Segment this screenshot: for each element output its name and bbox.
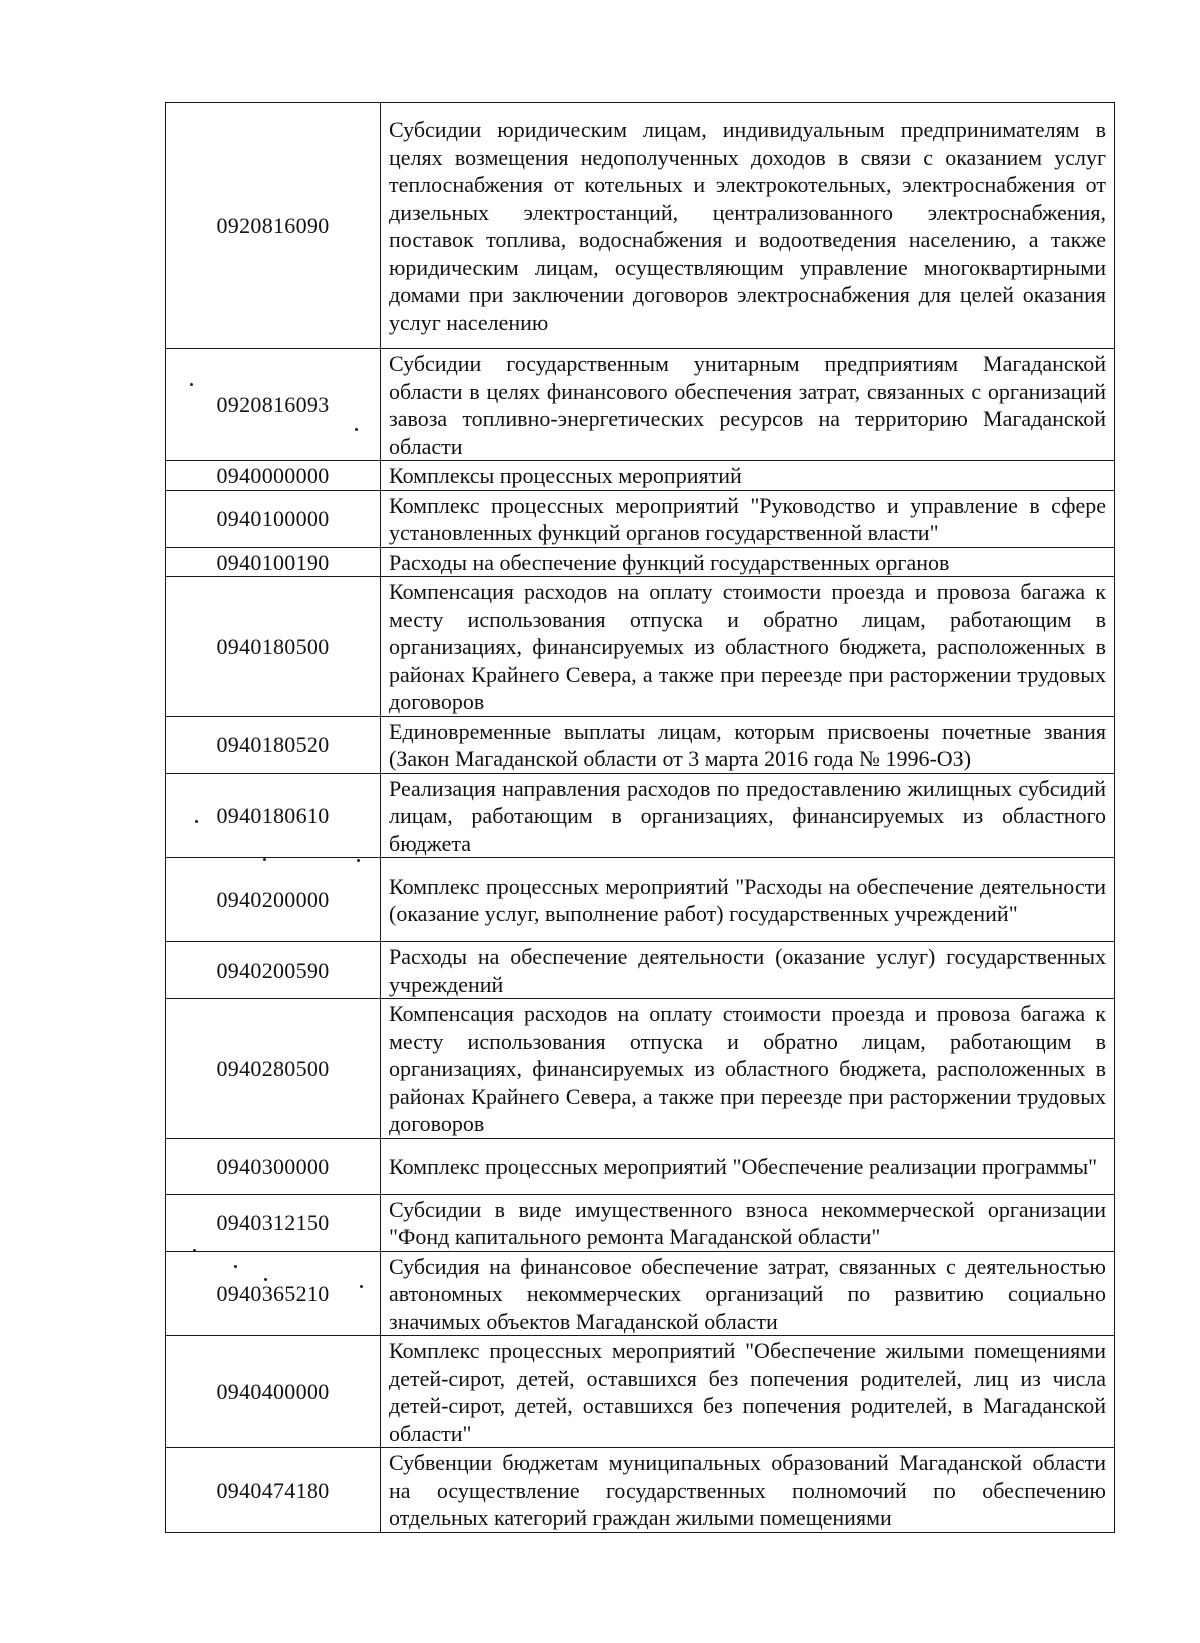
table-row [166,999,1115,1139]
scan-speck [355,428,358,431]
row-code: 0940400000 [166,1336,381,1448]
row-description: Комплекс процессных мероприятий "Руководство и управление в сфере установленных функций органов государственной власти" [381,490,1115,547]
scan-speck [263,858,266,861]
scan-speck [195,820,198,823]
scan-speck [357,859,360,862]
table-row [166,858,1115,942]
table-row [166,547,1115,577]
row-code: 0940474180 [166,1448,381,1533]
row-code: 0940180610 [166,773,381,858]
row-code: 0940312150 [166,1194,381,1251]
row-code: 0940200590 [166,942,381,999]
row-code: 0920816090 [166,103,381,349]
row-description: Расходы на обеспечение деятельности (оказание услуг) государственных учреждений [381,942,1115,999]
table-body [166,103,1115,1533]
row-description: Комплекс процессных мероприятий "Обеспечение реализации программы" [381,1138,1115,1194]
row-description: Комплекс процессных мероприятий "Обеспечение жилыми помещениями детей-сирот, детей, оставшихся без попечения родителей, лиц из числа детей-сирот, детей, оставшихся без попечения родителей, в Магаданской области" [381,1336,1115,1448]
row-code: 0940365210 [166,1251,381,1336]
table-row [166,577,1115,717]
table-row [166,716,1115,773]
scan-speck [193,1249,196,1252]
row-description: Субсидии государственным унитарным предприятиям Магаданской области в целях финансового обеспечения затрат, связанных с организаций завоза топливно-энергетических ресурсов на территорию Магаданской области [381,349,1115,461]
row-code: 0940180500 [166,577,381,717]
row-description: Субсидии в виде имущественного взноса некоммерческой организации "Фонд капитального ремонта Магаданской области" [381,1194,1115,1251]
row-description: Субсидии юридическим лицам, индивидуальным предпринимателям в целях возмещения недополученных доходов в связи с оказанием услуг теплоснабжения от котельных и электрокотельных, электроснабжения от дизельных электростанций, централизованного электроснабжения, поставок топлива, водоснабжения и водоотведения населению, а также юридическим лицам, осуществляющим управление многоквартирными домами при заключении договоров электроснабжения для целей оказания услуг населению [381,103,1115,349]
table-row [166,103,1115,349]
row-description: Расходы на обеспечение функций государственных органов [381,547,1115,577]
scan-speck [190,383,193,386]
row-description: Комплексы процессных мероприятий [381,461,1115,491]
row-description: Субсидия на финансовое обеспечение затрат, связанных с деятельностью автономных некоммерческих организаций по развитию социально значимых объектов Магаданской области [381,1251,1115,1336]
row-description: Единовременные выплаты лицам, которым присвоены почетные звания (Закон Магаданской области от 3 марта 2016 года № 1996-ОЗ) [381,716,1115,773]
row-description: Компенсация расходов на оплату стоимости проезда и провоза багажа к месту использования отпуска и обратно лицам, работающим в организациях, финансируемых из областного бюджета, расположенных в районах Крайнего Севера, а также при переезде при расторжении трудовых договоров [381,999,1115,1139]
row-description: Субвенции бюджетам муниципальных образований Магаданской области на осуществление государственных полномочий по обеспечению отдельных категорий граждан жилыми помещениями [381,1448,1115,1533]
table-row [166,461,1115,491]
row-code: 0940000000 [166,461,381,491]
table-row [166,1448,1115,1533]
row-code: 0940300000 [166,1138,381,1194]
table-row [166,1336,1115,1448]
row-code: 0940180520 [166,716,381,773]
row-code: 0940200000 [166,858,381,942]
table-row [166,349,1115,461]
table-row [166,773,1115,858]
row-code: 0940100000 [166,490,381,547]
row-code: 0940280500 [166,999,381,1139]
row-description: Комплекс процессных мероприятий "Расходы на обеспечение деятельности (оказание услуг, выполнение работ) государственных учреждений" [381,858,1115,942]
table-row [166,490,1115,547]
scan-speck [360,1285,363,1288]
scan-speck [234,1265,237,1268]
table-row [166,942,1115,999]
table-row [166,1251,1115,1336]
row-code: 0920816093 [166,349,381,461]
scan-speck [264,1278,267,1281]
budget-classification-table [165,102,1115,1533]
row-description: Компенсация расходов на оплату стоимости проезда и провоза багажа к месту использования отпуска и обратно лицам, работающим в организациях, финансируемых из областного бюджета, расположенных в районах Крайнего Севера, а также при переезде при расторжении трудовых договоров [381,577,1115,717]
row-description: Реализация направления расходов по предоставлению жилищных субсидий лицам, работающим в организациях, финансируемых из областного бюджета [381,773,1115,858]
table-row [166,1194,1115,1251]
table-row [166,1138,1115,1194]
row-code: 0940100190 [166,547,381,577]
